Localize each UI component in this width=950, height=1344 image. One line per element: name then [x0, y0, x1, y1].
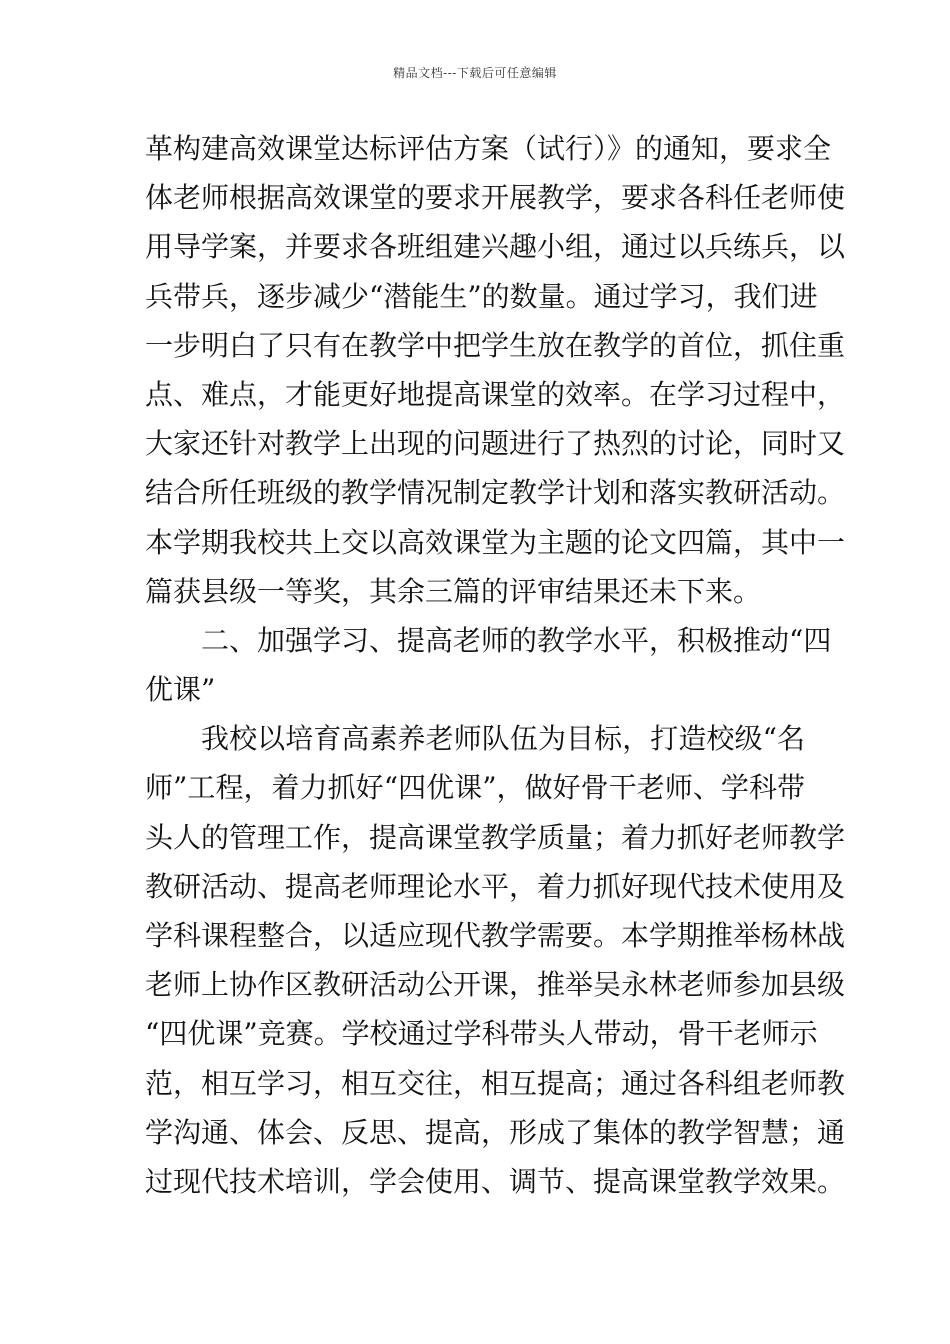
- text-line: 二、加强学习、提高老师的教学水平，积极推动“四: [201, 623, 832, 657]
- document-body: [145, 124, 846, 1206]
- page-header: 精品文档---下载后可任意编辑: [393, 66, 557, 80]
- text-line: 大家还针对教学上出现的问题进行了热烈的讨论，同时又: [145, 427, 846, 461]
- text-line: 本学期我校共上交以高效课堂为主题的论文四篇，其中一: [145, 525, 846, 559]
- text-line: 革构建高效课堂达标评估方案（试行）》的通知，要求全: [145, 132, 832, 165]
- text-line: 教研活动、提高老师理论水平，着力抓好现代技术使用及: [145, 869, 846, 903]
- text-line: 结合所任班级的教学情况制定教学计划和落实教研活动。: [145, 476, 846, 510]
- text-line: 点、难点，才能更好地提高课堂的效率。在学习过程中，: [145, 377, 846, 411]
- text-line: 学科课程整合，以适应现代教学需要。本学期推举杨林战: [145, 919, 846, 952]
- text-line: 优课”: [145, 673, 216, 707]
- text-line: 范，相互学习，相互交往，相互提高；通过各科组老师教: [145, 1066, 846, 1100]
- text-line: 头人的管理工作，提高课堂教学质量；着力抓好老师教学: [145, 820, 846, 854]
- text-line: 老师上协作区教研活动公开课，推举吴永林老师参加县级: [145, 968, 846, 1002]
- text-line: 篇获县级一等奖，其余三篇的评审结果还未下来。: [145, 574, 762, 608]
- text-line: “四优课”竞赛。学校通过学科带头人带动，骨干老师示: [145, 1017, 818, 1051]
- text-line: 一步明白了只有在教学中把学生放在教学的首位，抓住重: [145, 328, 846, 362]
- text-line: 兵带兵，逐步减少“潜能生”的数量。通过学习，我们进: [145, 279, 818, 313]
- text-line: 学沟通、体会、反思、提高，形成了集体的教学智慧；通: [145, 1115, 846, 1149]
- text-line: 体老师根据高效课堂的要求开展教学，要求各科任老师使: [145, 181, 846, 215]
- text-line: 师”工程，着力抓好“四优课”，做好骨干老师、学科带: [145, 771, 805, 805]
- text-line: 我校以培育高素养老师队伍为目标，打造校级“名: [201, 722, 805, 756]
- text-line: 过现代技术培训，学会使用、调节、提高课堂教学效果。: [145, 1164, 846, 1198]
- text-line: 用导学案，并要求各班组建兴趣小组，通过以兵练兵，以: [145, 230, 846, 264]
